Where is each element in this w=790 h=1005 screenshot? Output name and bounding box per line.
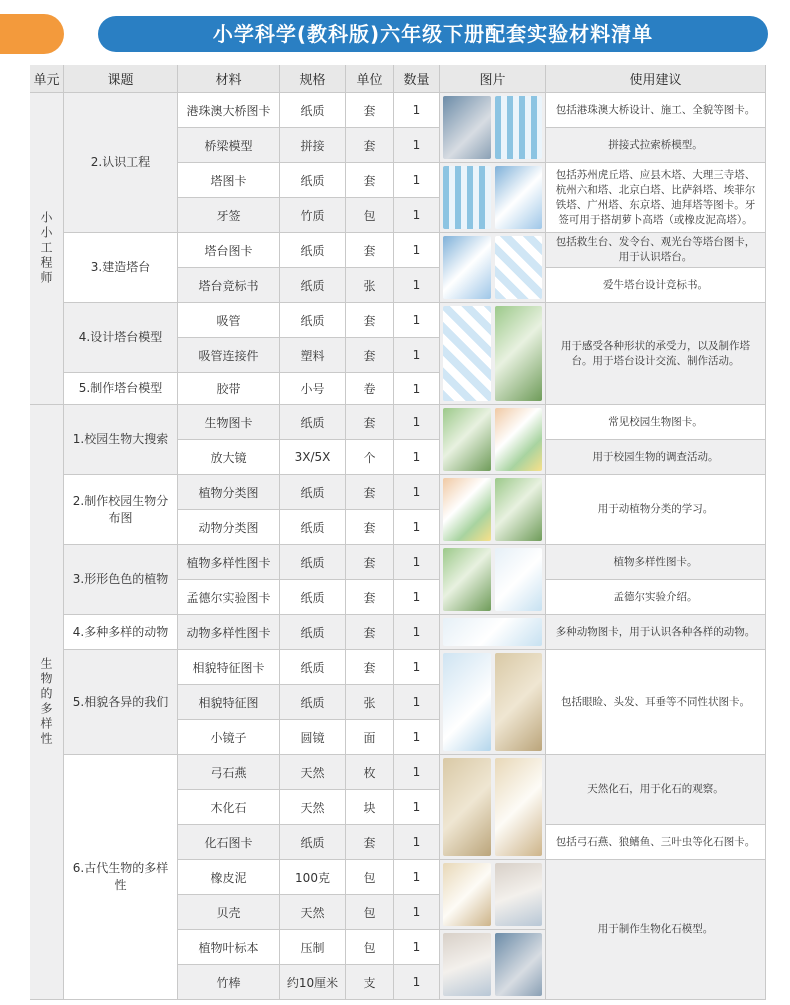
- picture-cell: [440, 545, 546, 615]
- quantity-cell: 1: [394, 825, 440, 860]
- header-spec: 规格: [280, 65, 346, 93]
- spec-cell: 天然: [280, 755, 346, 790]
- measure-unit-cell: 套: [346, 615, 394, 650]
- usage-cell: 用于制作生物化石模型。: [546, 860, 766, 1000]
- measure-unit-cell: 面: [346, 720, 394, 755]
- quantity-cell: 1: [394, 930, 440, 965]
- usage-cell: 常见校园生物图卡。: [546, 405, 766, 440]
- material-cell: 化石图卡: [178, 825, 280, 860]
- spec-cell: 小号: [280, 373, 346, 405]
- quantity-cell: 1: [394, 233, 440, 268]
- usage-cell: 多种动物图卡，用于认识各种各样的动物。: [546, 615, 766, 650]
- spec-cell: 纸质: [280, 650, 346, 685]
- material-cell: 港珠澳大桥图卡: [178, 93, 280, 128]
- photo-thumbnail: [443, 478, 491, 541]
- measure-unit-cell: 包: [346, 895, 394, 930]
- spec-cell: 纸质: [280, 233, 346, 268]
- picture-cell: [440, 163, 546, 233]
- header-topic: 课题: [64, 65, 178, 93]
- topic-cell: 4.多种多样的动物: [64, 615, 178, 650]
- photo-thumbnail: [443, 618, 542, 646]
- quantity-cell: 1: [394, 128, 440, 163]
- usage-cell: 包括眼睑、头发、耳垂等不同性状图卡。: [546, 650, 766, 755]
- clay-shell-photo-icon: [443, 863, 542, 926]
- quantity-cell: 1: [394, 338, 440, 373]
- material-cell: 动物分类图: [178, 510, 280, 545]
- photo-thumbnail: [495, 863, 543, 926]
- quantity-cell: 1: [394, 755, 440, 790]
- material-cell: 贝壳: [178, 895, 280, 930]
- spec-cell: 纸质: [280, 545, 346, 580]
- topic-cell: 5.相貌各异的我们: [64, 650, 178, 755]
- measure-unit-cell: 包: [346, 930, 394, 965]
- header-quantity: 数量: [394, 65, 440, 93]
- quantity-cell: 1: [394, 303, 440, 338]
- spec-cell: 拼接: [280, 128, 346, 163]
- face-features-photo-icon: [443, 653, 542, 751]
- measure-unit-cell: 套: [346, 475, 394, 510]
- measure-unit-cell: 套: [346, 580, 394, 615]
- quantity-cell: 1: [394, 475, 440, 510]
- photo-thumbnail: [443, 653, 491, 751]
- spec-cell: 纸质: [280, 615, 346, 650]
- picture-cell: [440, 650, 546, 755]
- topic-cell: 1.校园生物大搜索: [64, 405, 178, 475]
- photo-thumbnail: [495, 408, 543, 471]
- quantity-cell: 1: [394, 720, 440, 755]
- header-picture: 图片: [440, 65, 546, 93]
- usage-cell: 用于动植物分类的学习。: [546, 475, 766, 545]
- spec-cell: 纸质: [280, 93, 346, 128]
- measure-unit-cell: 个: [346, 440, 394, 475]
- spec-cell: 纸质: [280, 475, 346, 510]
- usage-cell: 天然化石，用于化石的观察。: [546, 755, 766, 825]
- spec-cell: 压制: [280, 930, 346, 965]
- topic-cell: 5.制作塔台模型: [64, 373, 178, 405]
- tower-platform-cards-photo-icon: [443, 236, 542, 299]
- photo-thumbnail: [443, 863, 491, 926]
- spec-cell: 约10厘米: [280, 965, 346, 1000]
- quantity-cell: 1: [394, 405, 440, 440]
- spec-cell: 纸质: [280, 268, 346, 303]
- material-cell: 小镜子: [178, 720, 280, 755]
- picture-cell: [440, 233, 546, 303]
- material-cell: 动物多样性图卡: [178, 615, 280, 650]
- photo-thumbnail: [495, 96, 543, 159]
- topic-cell: 6.古代生物的多样性: [64, 755, 178, 1000]
- measure-unit-cell: 支: [346, 965, 394, 1000]
- material-cell: 牙签: [178, 198, 280, 233]
- material-cell: 橡皮泥: [178, 860, 280, 895]
- photo-thumbnail: [495, 758, 543, 856]
- measure-unit-cell: 套: [346, 825, 394, 860]
- measure-unit-cell: 套: [346, 163, 394, 198]
- photo-thumbnail: [443, 236, 491, 299]
- quantity-cell: 1: [394, 790, 440, 825]
- spec-cell: 竹质: [280, 198, 346, 233]
- picture-cell: [440, 860, 546, 930]
- spec-cell: 纸质: [280, 163, 346, 198]
- photo-thumbnail: [495, 478, 543, 541]
- quantity-cell: 1: [394, 440, 440, 475]
- usage-cell: 孟德尔实验介绍。: [546, 580, 766, 615]
- spec-cell: 天然: [280, 895, 346, 930]
- quantity-cell: 1: [394, 198, 440, 233]
- picture-cell: [440, 405, 546, 475]
- topic-cell: 3.形形色色的植物: [64, 545, 178, 615]
- fossil-photo-icon: [443, 758, 542, 856]
- animal-cards-photo-icon: [443, 618, 542, 646]
- picture-cell: [440, 93, 546, 163]
- measure-unit-cell: 套: [346, 233, 394, 268]
- header-usage: 使用建议: [546, 65, 766, 93]
- quantity-cell: 1: [394, 93, 440, 128]
- measure-unit-cell: 套: [346, 303, 394, 338]
- spec-cell: 圆镜: [280, 720, 346, 755]
- photo-thumbnail: [495, 236, 543, 299]
- measure-unit-cell: 套: [346, 650, 394, 685]
- material-cell: 相貌特征图卡: [178, 650, 280, 685]
- measure-unit-cell: 套: [346, 510, 394, 545]
- measure-unit-cell: 张: [346, 685, 394, 720]
- material-cell: 孟德尔实验图卡: [178, 580, 280, 615]
- page-title: 小学科学(教科版)六年级下册配套实验材料清单: [98, 16, 768, 52]
- measure-unit-cell: 套: [346, 545, 394, 580]
- leaf-stick-photo-icon: [443, 933, 542, 996]
- quantity-cell: 1: [394, 545, 440, 580]
- bridge-photo-icon: [443, 96, 542, 159]
- picture-cell: [440, 615, 546, 650]
- quantity-cell: 1: [394, 163, 440, 198]
- topic-cell: 3.建造塔台: [64, 233, 178, 303]
- spec-cell: 纸质: [280, 303, 346, 338]
- photo-thumbnail: [495, 933, 543, 996]
- material-cell: 植物分类图: [178, 475, 280, 510]
- spec-cell: 纸质: [280, 580, 346, 615]
- quantity-cell: 1: [394, 650, 440, 685]
- material-cell: 塔台竞标书: [178, 268, 280, 303]
- topic-cell: 2.制作校园生物分布图: [64, 475, 178, 545]
- measure-unit-cell: 套: [346, 93, 394, 128]
- measure-unit-cell: 套: [346, 128, 394, 163]
- measure-unit-cell: 张: [346, 268, 394, 303]
- photo-thumbnail: [443, 96, 491, 159]
- tower-cards-photo-icon: [443, 166, 542, 229]
- photo-thumbnail: [443, 166, 491, 229]
- spec-cell: 纸质: [280, 510, 346, 545]
- measure-unit-cell: 套: [346, 338, 394, 373]
- spec-cell: 塑料: [280, 338, 346, 373]
- spec-cell: 纸质: [280, 685, 346, 720]
- material-cell: 桥梁模型: [178, 128, 280, 163]
- usage-cell: 包括救生台、发令台、观光台等塔台图卡，用于认识塔台。: [546, 233, 766, 268]
- header-material: 材料: [178, 65, 280, 93]
- header-measure-unit: 单位: [346, 65, 394, 93]
- measure-unit-cell: 包: [346, 198, 394, 233]
- photo-thumbnail: [495, 548, 543, 611]
- usage-cell: 用于校园生物的调查活动。: [546, 440, 766, 475]
- photo-thumbnail: [443, 408, 491, 471]
- material-cell: 相貌特征图: [178, 685, 280, 720]
- material-cell: 吸管: [178, 303, 280, 338]
- photo-thumbnail: [443, 758, 491, 856]
- photo-thumbnail: [443, 933, 491, 996]
- unit-cell: 小小工程师: [30, 93, 64, 405]
- material-cell: 生物图卡: [178, 405, 280, 440]
- usage-cell: 包括苏州虎丘塔、应县木塔、大理三寺塔、杭州六和塔、北京白塔、比萨斜塔、埃菲尔铁塔、广州塔、东京塔、迪拜塔等图卡。牙签可用于搭胡萝卜高塔（或橡皮泥高塔）。: [546, 163, 766, 233]
- picture-cell: [440, 755, 546, 860]
- material-cell: 植物叶标本: [178, 930, 280, 965]
- spec-cell: 纸质: [280, 825, 346, 860]
- material-cell: 吸管连接件: [178, 338, 280, 373]
- photo-thumbnail: [443, 548, 491, 611]
- material-cell: 塔台图卡: [178, 233, 280, 268]
- quantity-cell: 1: [394, 510, 440, 545]
- quantity-cell: 1: [394, 860, 440, 895]
- material-cell: 弓石燕: [178, 755, 280, 790]
- quantity-cell: 1: [394, 685, 440, 720]
- picture-cell: [440, 303, 546, 405]
- quantity-cell: 1: [394, 895, 440, 930]
- classification-chart-photo-icon: [443, 478, 542, 541]
- usage-cell: 用于感受各种形状的承受力，以及制作塔台。用于塔台设计交流、制作活动。: [546, 303, 766, 405]
- measure-unit-cell: 块: [346, 790, 394, 825]
- spec-cell: 纸质: [280, 405, 346, 440]
- header-unit: 单元: [30, 65, 64, 93]
- photo-thumbnail: [495, 166, 543, 229]
- usage-cell: 植物多样性图卡。: [546, 545, 766, 580]
- measure-unit-cell: 卷: [346, 373, 394, 405]
- spec-cell: 3X/5X: [280, 440, 346, 475]
- material-cell: 植物多样性图卡: [178, 545, 280, 580]
- quantity-cell: 1: [394, 965, 440, 1000]
- usage-cell: 包括弓石燕、狼鳍鱼、三叶虫等化石图卡。: [546, 825, 766, 860]
- photo-thumbnail: [495, 653, 543, 751]
- material-cell: 塔图卡: [178, 163, 280, 198]
- usage-cell: 包括港珠澳大桥设计、施工、全貌等图卡。: [546, 93, 766, 128]
- plant-cards-photo-icon: [443, 548, 542, 611]
- material-cell: 木化石: [178, 790, 280, 825]
- picture-cell: [440, 475, 546, 545]
- photo-thumbnail: [443, 306, 491, 401]
- organism-cards-photo-icon: [443, 408, 542, 471]
- quantity-cell: 1: [394, 373, 440, 405]
- materials-table: [30, 65, 766, 1005]
- straw-model-photo-icon: [443, 306, 542, 401]
- usage-cell: 拼接式拉索桥模型。: [546, 128, 766, 163]
- unit-cell: 生物的多样性: [30, 405, 64, 1000]
- quantity-cell: 1: [394, 580, 440, 615]
- measure-unit-cell: 套: [346, 405, 394, 440]
- photo-thumbnail: [495, 306, 543, 401]
- measure-unit-cell: 枚: [346, 755, 394, 790]
- spec-cell: 100克: [280, 860, 346, 895]
- material-cell: 竹棒: [178, 965, 280, 1000]
- decorative-tab: [0, 14, 64, 54]
- topic-cell: 2.认识工程: [64, 93, 178, 233]
- material-cell: 胶带: [178, 373, 280, 405]
- spec-cell: 天然: [280, 790, 346, 825]
- material-cell: 放大镜: [178, 440, 280, 475]
- topic-cell: 4.设计塔台模型: [64, 303, 178, 373]
- quantity-cell: 1: [394, 268, 440, 303]
- usage-cell: 爱牛塔台设计竞标书。: [546, 268, 766, 303]
- measure-unit-cell: 包: [346, 860, 394, 895]
- picture-cell: [440, 930, 546, 1000]
- quantity-cell: 1: [394, 615, 440, 650]
